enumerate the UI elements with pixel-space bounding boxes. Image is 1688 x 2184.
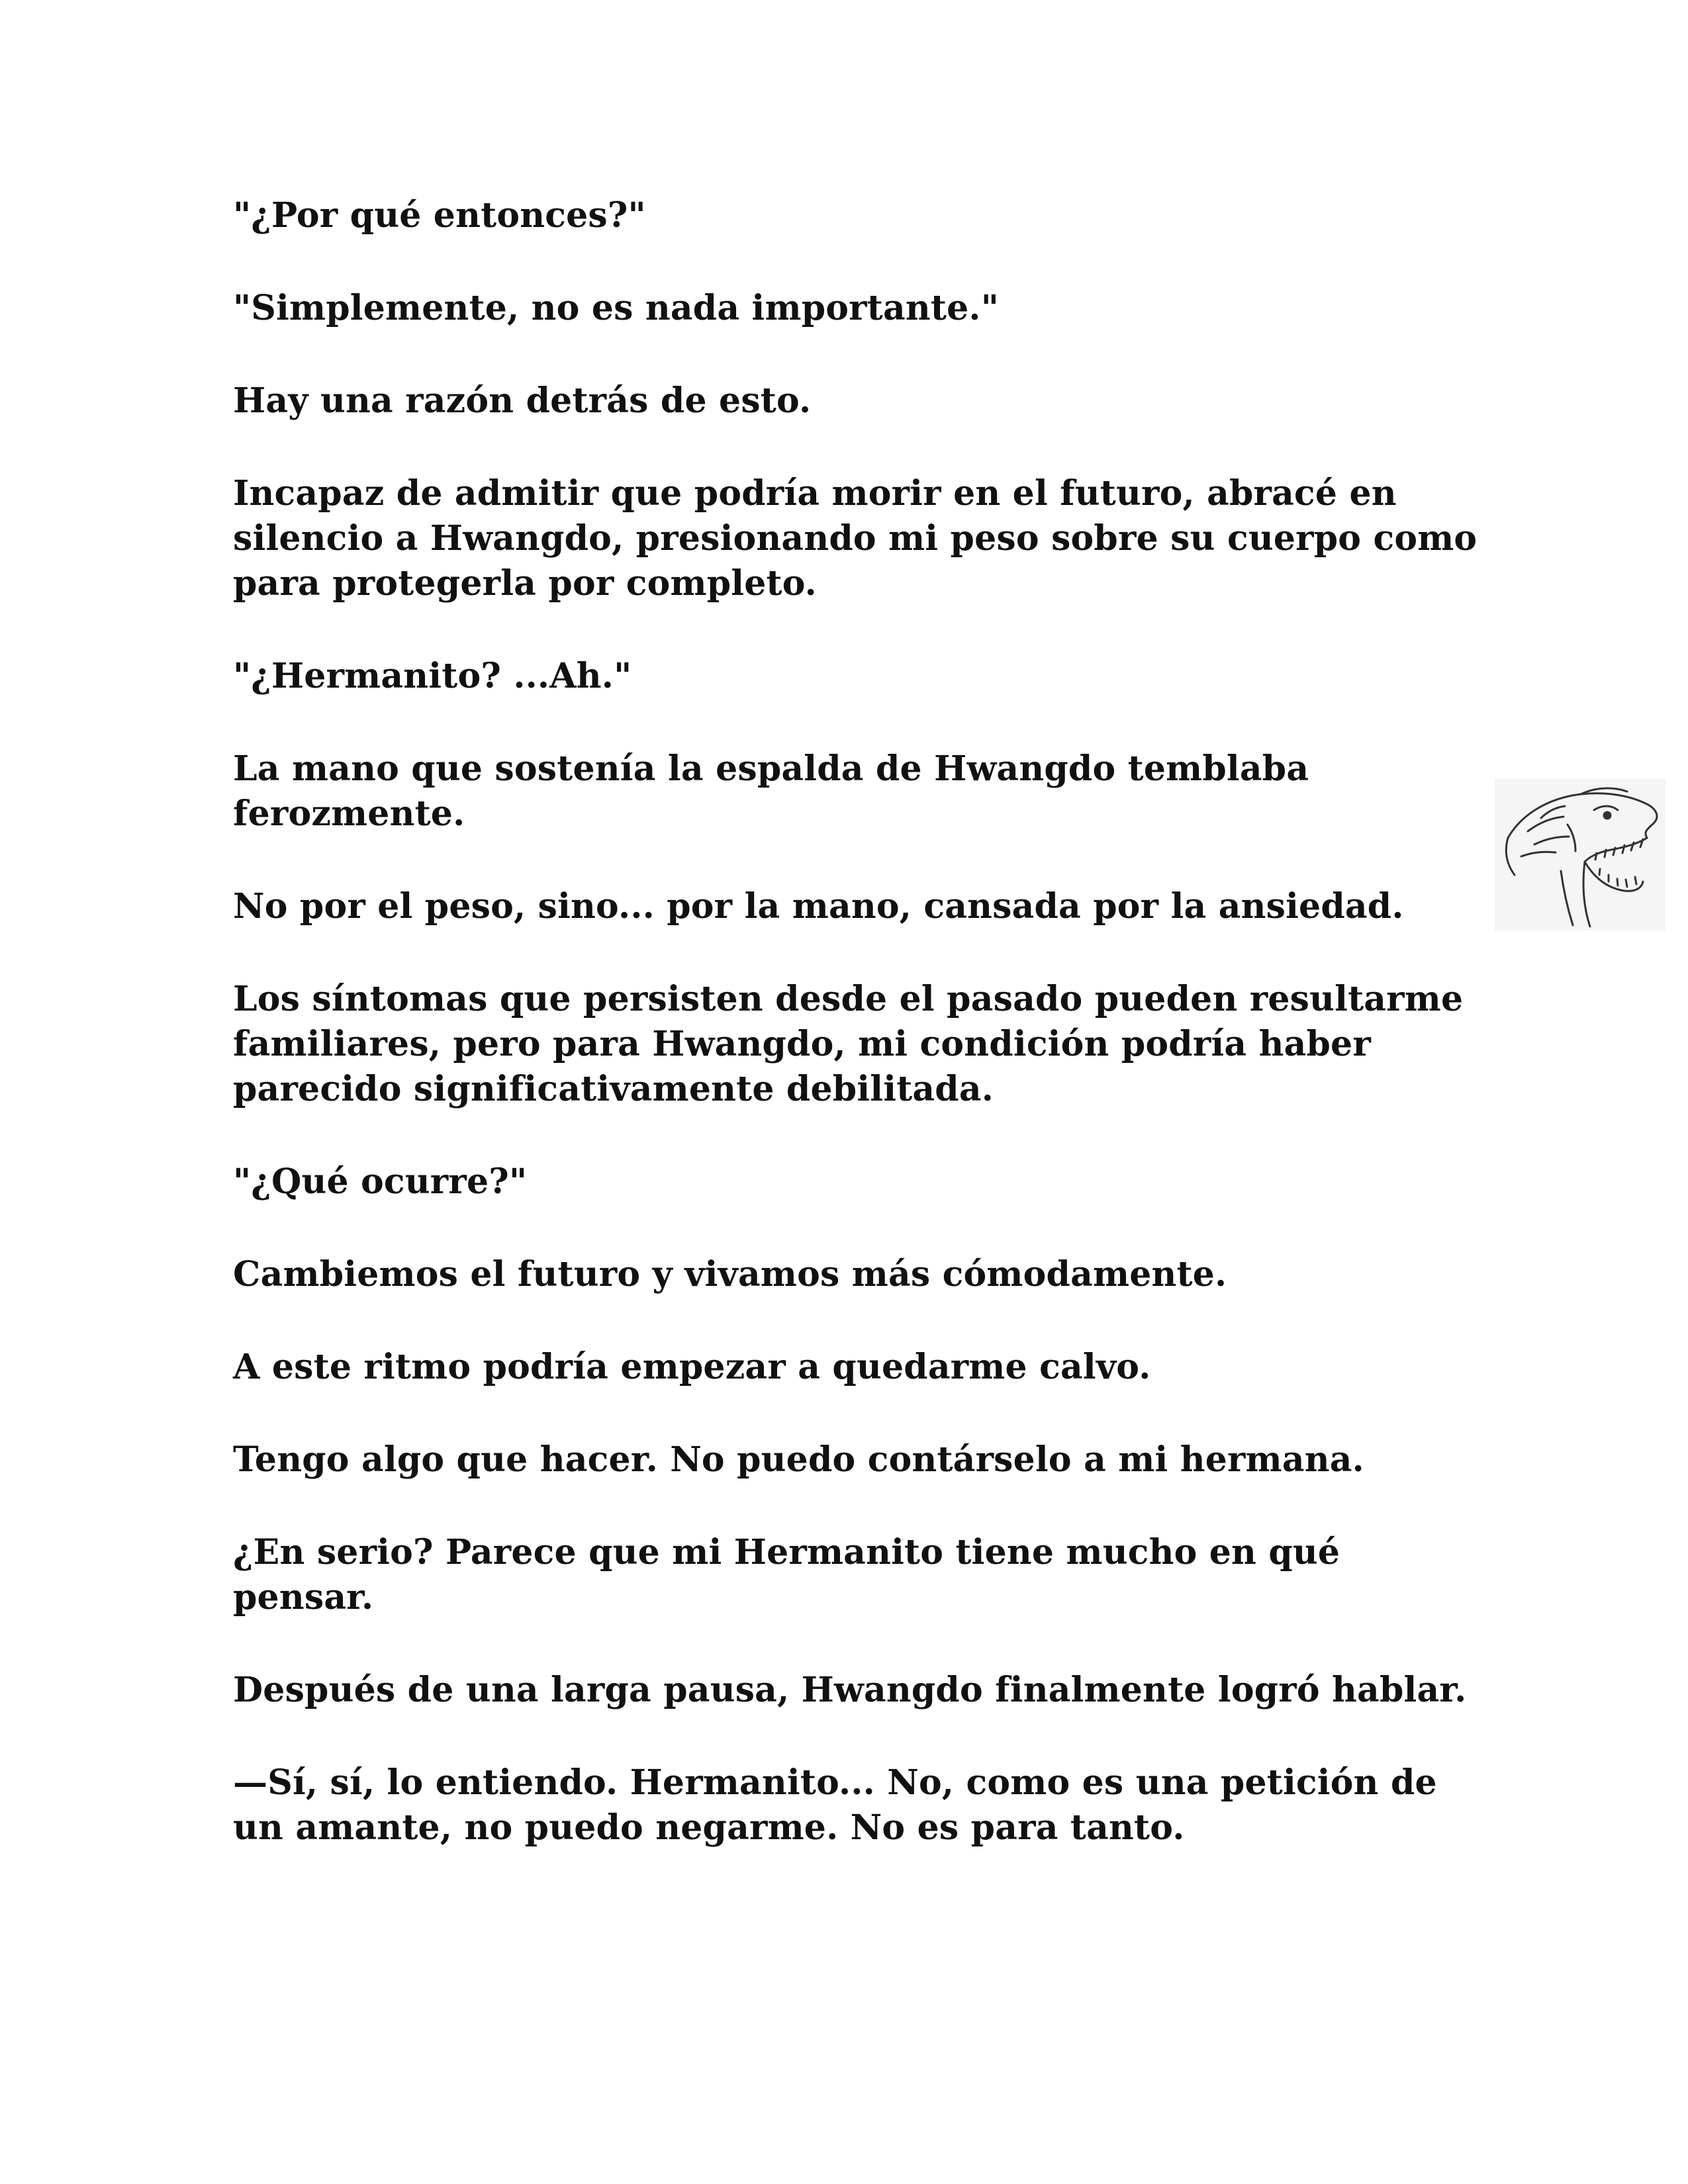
paragraph: A este ritmo podría empezar a quedarme calvo. [233, 1347, 1151, 1387]
paragraph: No por el peso, sino... por la mano, cansada por la ansiedad. [233, 886, 1404, 927]
paragraph: Después de una larga pausa, Hwangdo finalmente logró hablar. [233, 1670, 1467, 1710]
paragraph: Los síntomas que persisten desde el pasado pueden resultarme familiares, pero para Hwangdo, mi condición podría haber parecido significativamente debilitada. [233, 979, 1464, 1109]
paragraph: —Sí, sí, lo entiendo. Hermanito... No, como es una petición de un amante, no puedo negarme. No es para tanto. [233, 1762, 1437, 1848]
paragraph: "¿Hermanito? ...Ah." [233, 656, 632, 696]
paragraph: Incapaz de admitir que podría morir en el futuro, abracé en silencio a Hwangdo, presionando mi peso sobre su cuerpo como para protegerla por completo. [233, 473, 1477, 604]
paragraph: "Simplemente, no es nada importante." [233, 288, 999, 328]
paragraph: La mano que sostenía la espalda de Hwangdo temblaba ferozmente. [233, 749, 1309, 834]
text-body [233, 193, 1491, 1898]
dinosaur-head-sketch-icon [1495, 778, 1665, 931]
paragraph: "¿Por qué entonces?" [233, 195, 646, 236]
paragraph: Hay una razón detrás de esto. [233, 381, 812, 421]
paragraph: Tengo algo que hacer. No puedo contárselo a mi hermana. [233, 1439, 1364, 1480]
paragraph: Cambiemos el futuro y vivamos más cómodamente. [233, 1254, 1227, 1295]
paragraph: ¿En serio? Parece que mi Hermanito tiene mucho en qué pensar. [233, 1532, 1340, 1617]
paragraph: "¿Qué ocurre?" [233, 1161, 528, 1202]
